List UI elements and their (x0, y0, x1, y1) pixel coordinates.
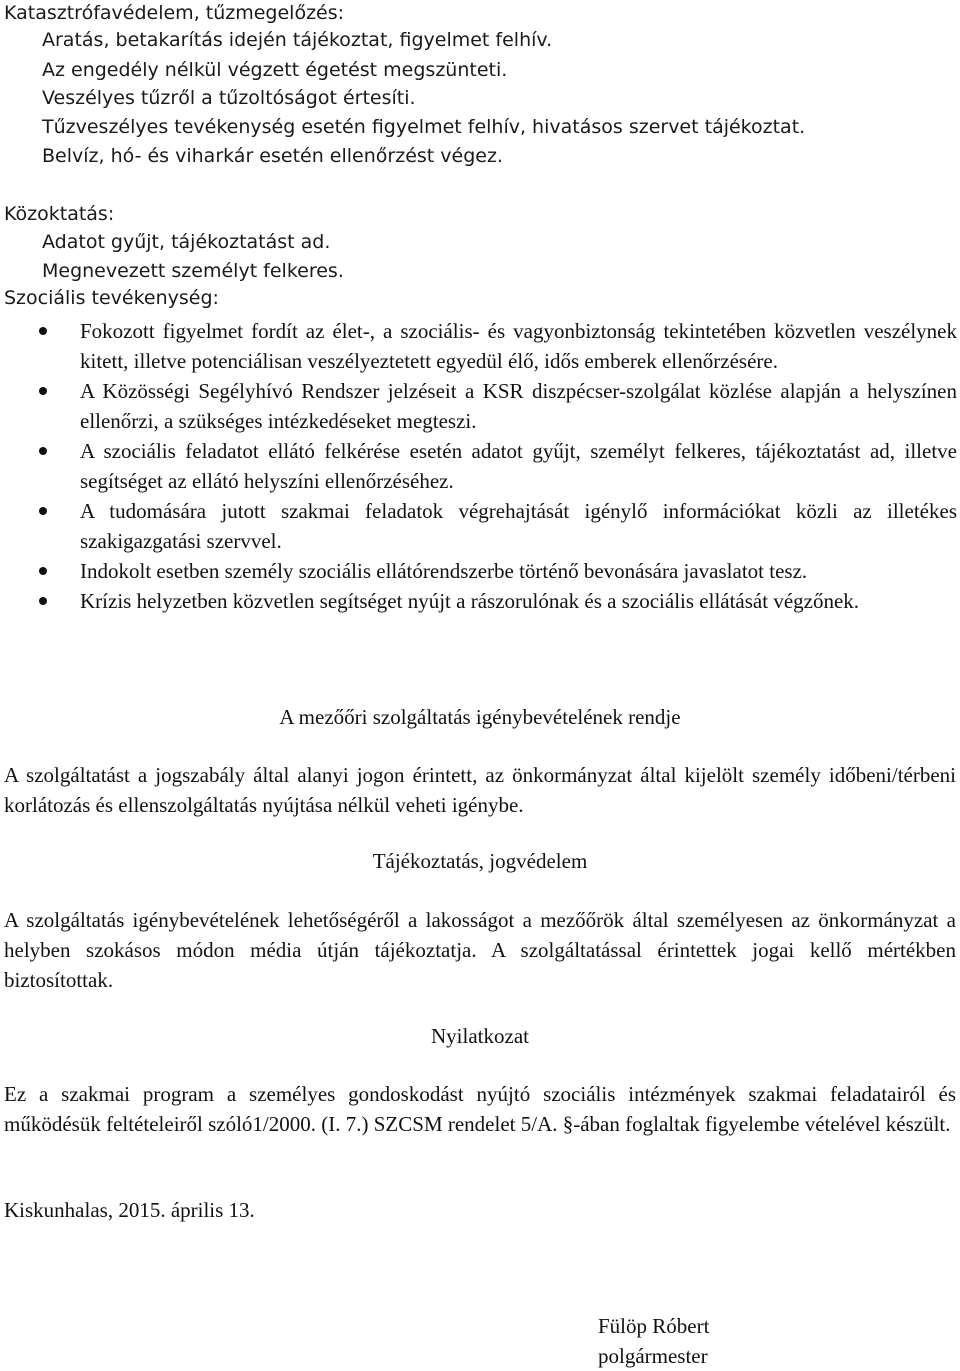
list-item (0, 376, 957, 436)
section-title-tajekoztatas: Tájékoztatás, jogvédelem (372, 849, 588, 873)
bullet-icon (39, 327, 47, 335)
date-line: Kiskunhalas, 2015. április 13. (4, 1198, 255, 1222)
list-item (0, 496, 957, 556)
list-item (0, 586, 957, 616)
list-item-text: A szociális feladatot ellátó felkérése esetén adatot gyűjt, személyt felkeres, tájékoztatást ad, illetve segítséget az ellátó helyszíni ellenőrzéséhez. (80, 439, 957, 493)
bullet-icon (39, 387, 47, 395)
paragraph-tajekoztatas: A szolgáltatás igénybevételének lehetőségéről a lakosságot a mezőőrök által személyesen az önkormányzat a helyben szokásos módon média útján tájékoztatja. A szolgáltatással érintettek jogai kellő mértékben biztosítottak. (4, 908, 956, 992)
list-item (0, 436, 957, 496)
bullet-icon (39, 567, 47, 575)
katasztrofa-item: Veszélyes tűzről a tűzoltóságot értesíti. (42, 87, 416, 109)
bullet-icon (39, 597, 47, 605)
paragraph-nyilatkozat: Ez a szakmai program a személyes gondoskodást nyújtó szociális intézmények szakmai feladatairól és működésük feltételeiről szóló1/2000. (I. 7.) SZCSM rendelet 5/A. §-ában foglaltak figyelembe vételével készült. (4, 1082, 956, 1136)
signature-name: Fülöp Róbert (598, 1314, 710, 1338)
section-title-igenybevetel: A mezőőri szolgáltatás igénybevételének rendje (279, 705, 681, 729)
szocialis-bullet-list (0, 316, 957, 616)
section-title-nyilatkozat: Nyilatkozat (431, 1024, 529, 1048)
paragraph-igenybevetel: A szolgáltatást a jogszabály által alanyi jogon érintett, az önkormányzat által kijelölt személy időbeni/térbeni korlátozás és ellenszolgáltatás nyújtása nélkül veheti igénybe. (4, 763, 956, 817)
kozoktatas-item: Megnevezett személyt felkeres. (42, 260, 344, 282)
list-item-text: A tudomására jutott szakmai feladatok végrehajtását igénylő információkat közli az illetékes szakigazgatási szervvel. (80, 499, 957, 553)
section-heading-kozoktatas: Közoktatás: (4, 203, 115, 225)
list-item-text: A Közösségi Segélyhívó Rendszer jelzéseit a KSR diszpécser-szolgálat közlése alapján a helyszínen ellenőrzi, a szükséges intézkedéseket megteszi. (80, 379, 957, 433)
list-item-text: Fokozott figyelmet fordít az élet-, a szociális- és vagyonbiztonság tekintetében közvetlen veszélynek kitett, illetve potenciálisan veszélyeztetett egyedül élő, idős emberek ellenőrzésére. (80, 319, 957, 373)
katasztrofa-item: Tűzveszélyes tevékenység esetén figyelmet felhív, hivatásos szervet tájékoztat. (42, 116, 806, 138)
list-item-text: Indokolt esetben személy szociális ellátórendszerbe történő bevonására javaslatot tesz. (80, 559, 808, 583)
katasztrofa-item: Aratás, betakarítás idején tájékoztat, figyelmet felhív. (42, 29, 553, 51)
signature-role: polgármester (598, 1344, 708, 1368)
section-heading-szocialis: Szociális tevékenység: (4, 287, 219, 309)
bullet-icon (39, 447, 47, 455)
kozoktatas-item: Adatot gyűjt, tájékoztatást ad. (42, 231, 331, 253)
katasztrofa-item: Az engedély nélkül végzett égetést megszünteti. (42, 59, 508, 81)
list-item (0, 556, 957, 586)
list-item-text: Krízis helyzetben közvetlen segítséget nyújt a rászorulónak és a szociális ellátását végzőnek. (80, 589, 860, 613)
katasztrofa-item: Belvíz, hó- és viharkár esetén ellenőrzést végez. (42, 145, 503, 167)
section-heading-katasztrofavedelem: Katasztrófavédelem, tűzmegelőzés: (4, 2, 345, 24)
bullet-icon (39, 507, 47, 515)
list-item (0, 316, 957, 376)
